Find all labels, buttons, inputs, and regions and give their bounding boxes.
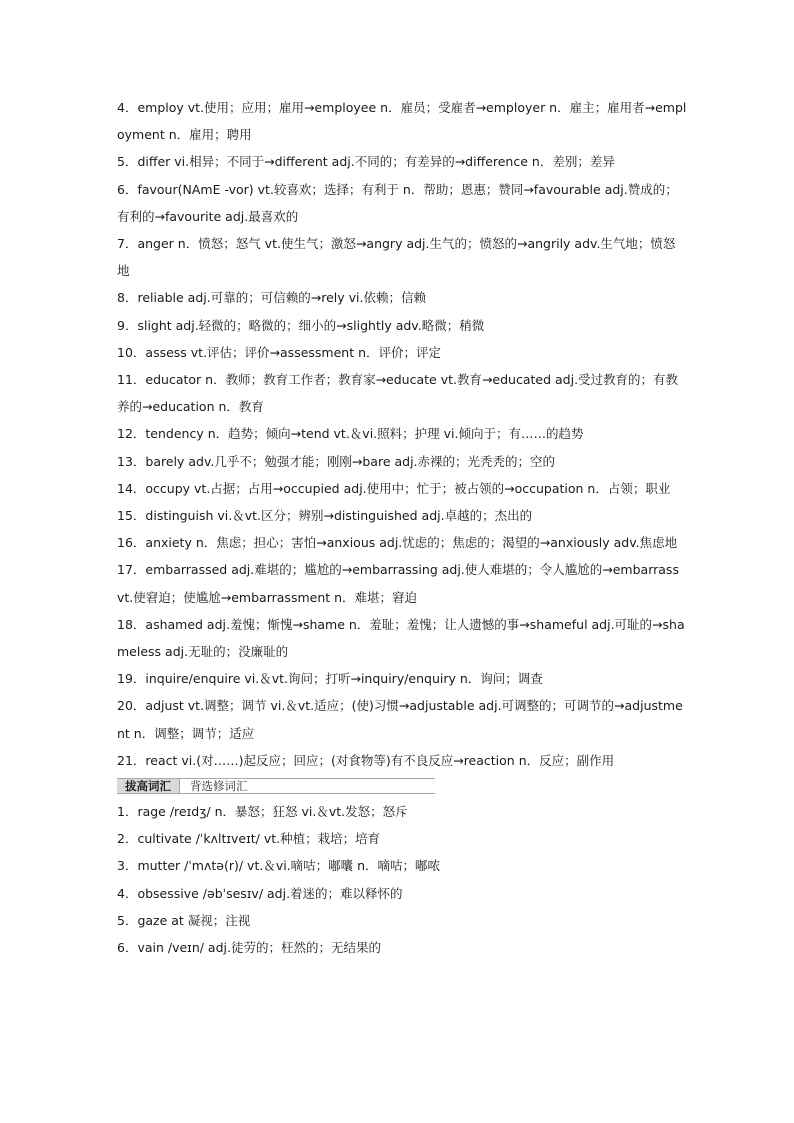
vocab-entry: 18．ashamed adj.羞愧；惭愧→shame n．羞耻；羞愧；让人遗憾的事→shameful adj.可耻的→shameless adj.无耻的；没廉耻的: [117, 616, 685, 660]
vocab-entry: 4．employ vt.使用；应用；雇用→employee n．雇员；受雇者→employer n．雇主；雇用者→employment n．雇用；聘用: [117, 100, 687, 143]
vocab-entry: 9．slight adj.轻微的；略微的；细小的→slightly adv.略微；稍微: [117, 317, 485, 333]
vocab-entry: 21．react vi.(对……)起反应；回应；(对食物等)有不良反应→reaction n．反应；副作用: [117, 752, 615, 768]
vocab-entry: 14．occupy vt.占据；占用→occupied adj.使用中；忙于；被占领的→occupation n．占领；职业: [117, 480, 671, 496]
word-list-basic: [117, 94, 687, 774]
document-body: [117, 94, 687, 961]
vocab-entry: 10．assess vt.评估；评价→assessment n．评价；评定: [117, 344, 442, 360]
vocab-entry: 16．anxiety n．焦虑；担心；害怕→anxious adj.忧虑的；焦虑的；渴望的→anxiously adv.焦虑地: [117, 535, 678, 551]
vocab-entry: 12．tendency n．趋势；倾向→tend vt.＆vi.照料；护理 vi.倾向于；有……的趋势: [117, 426, 584, 442]
vocab-entry: 5．gaze at 凝视；注视: [117, 912, 251, 928]
vocab-entry: 19．inquire/enquire vi.＆vt.询问；打听→inquiry/enquiry n．询问；调查: [117, 671, 543, 687]
vocab-entry: 6．vain /veɪn/ adj.徒劳的；枉然的；无结果的: [117, 940, 381, 956]
vocab-entry: 5．differ vi.相异；不同于→different adj.不同的；有差异的→difference n．差别；差异: [117, 154, 615, 170]
vocab-entry: 13．barely adv.几乎不；勉强才能；刚刚→bare adj.赤裸的；光秃秃的；空的: [117, 453, 556, 469]
vocab-entry: 20．adjust vt.调整；调节 vi.＆vt.适应；(使)习惯→adjustable adj.可调整的；可调节的→adjustment n．调整；调节；适应: [117, 698, 683, 741]
vocab-entry: 11．educator n．教师；教育工作者；教育家→educate vt.教育→educated adj.受过教育的；有教养的→education n．教育: [117, 372, 679, 415]
vocab-entry: 1．rage /reɪdʒ/ n．暴怒；狂怒 vi.＆vt.发怒；怒斥: [117, 804, 408, 820]
vocab-entry: 4．obsessive /əbˈsesɪv/ adj.着迷的；难以释怀的: [117, 885, 403, 901]
vocab-entry: 2．cultivate /ˈkʌltɪveɪt/ vt.种植；栽培；培育: [117, 831, 381, 847]
vocab-entry: 3．mutter /ˈmʌtə(r)/ vt.＆vi.嘀咕；嘟囔 n．嘀咕；嘟哝: [117, 858, 441, 874]
vocab-entry: 7．anger n．愤怒；怒气 vt.使生气；激怒→angry adj.生气的；愤怒的→angrily adv.生气地；愤怒地: [117, 236, 676, 279]
vocab-entry: 15．distinguish vi.＆vt.区分；辨别→distinguished adj.卓越的；杰出的: [117, 508, 533, 524]
vocab-entry: 17．embarrassed adj.难堪的；尴尬的→embarrassing adj.使人难堪的；令人尴尬的→embarrass vt.使窘迫；使尴尬→embarrassment n．难堪；窘迫: [117, 562, 679, 605]
section-label: 拔高词汇: [117, 779, 180, 793]
word-list-advanced: [117, 798, 687, 961]
section-subtitle: 背选修词汇: [190, 779, 248, 794]
vocab-entry: 8．reliable adj.可靠的；可信赖的→rely vi.依赖；信赖: [117, 290, 426, 306]
section-header: [117, 778, 435, 794]
vocab-entry: 6．favour(NAmE -vor) vt.较喜欢；选择；有利于 n．帮助；恩惠；赞同→favourable adj.赞成的；有利的→favourite adj.最喜欢的: [117, 181, 678, 224]
